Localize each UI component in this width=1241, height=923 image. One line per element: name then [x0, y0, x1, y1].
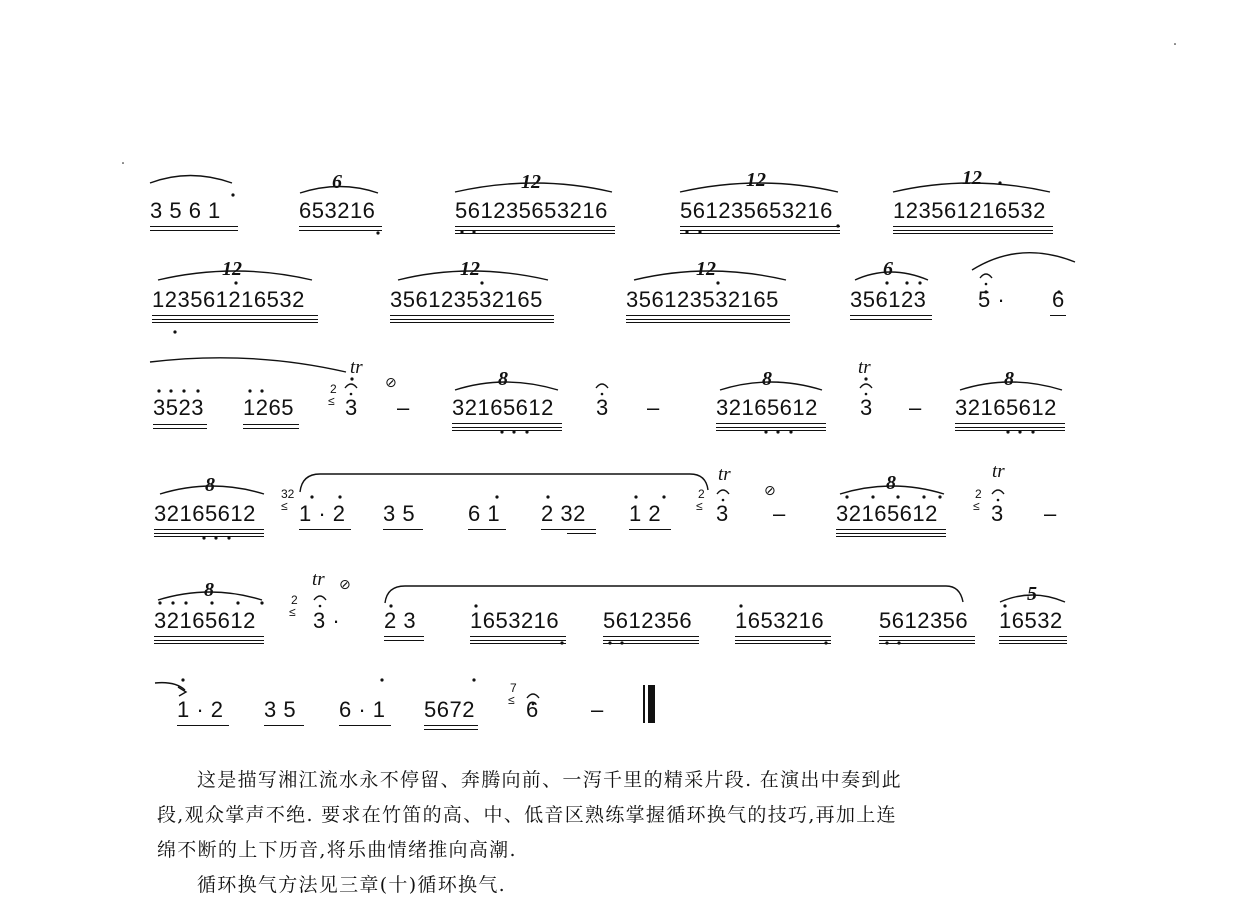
note-group: 3 5	[264, 697, 297, 722]
underline	[1050, 315, 1066, 316]
underline	[152, 315, 318, 316]
trill-mark: tr	[858, 357, 871, 378]
note-group: 561235653216	[455, 198, 608, 223]
grace-mark: ≤	[508, 693, 515, 707]
paragraph-line: 这是描写湘江流水永不停留、奔腾向前、一泻千里的精采片段. 在演出中奏到此	[197, 769, 902, 791]
note-group: 1 2	[629, 501, 662, 526]
slur	[300, 474, 708, 492]
note-group: 2 3	[384, 608, 417, 633]
note-group: 1 · 2	[177, 697, 224, 722]
underline	[955, 423, 1065, 424]
tuplet-number: 12	[696, 258, 716, 280]
note-group: 1265	[243, 395, 294, 420]
fermata	[992, 490, 1004, 494]
note-group: 123561216532	[152, 287, 305, 312]
note-group: 3	[596, 395, 609, 420]
underline	[850, 315, 932, 316]
note-group: 356123532165	[390, 287, 543, 312]
final-barline	[642, 685, 658, 725]
note-group: 32165612	[154, 501, 256, 526]
underline	[154, 529, 264, 530]
grace-mark: ≤	[328, 394, 335, 408]
note-group: 6 1	[468, 501, 501, 526]
note-group: 561235653216	[680, 198, 833, 223]
tuplet-number: 8	[886, 472, 896, 494]
fermata	[980, 274, 992, 278]
grace-note: 2	[291, 593, 298, 607]
paragraph-line: 循环换气方法见三章(十)循环换气.	[197, 874, 506, 896]
underline	[243, 424, 299, 425]
slur	[150, 358, 346, 372]
dash: –	[909, 395, 922, 420]
underline	[893, 226, 1053, 227]
underline	[603, 636, 699, 637]
note-group: 2 32	[541, 501, 586, 526]
tuplet-number: 12	[521, 171, 541, 193]
trill-mark: tr	[718, 464, 731, 485]
note-group: 3 5 6 1	[150, 198, 221, 223]
slur	[972, 253, 1075, 270]
tuplet-number: 12	[222, 258, 242, 280]
dash: –	[397, 395, 410, 420]
note-group: 3 5	[383, 501, 416, 526]
tuplet-number: 8	[762, 368, 772, 390]
note-group: 16532	[999, 608, 1063, 633]
slur	[150, 176, 232, 184]
underline	[383, 529, 423, 530]
note-group: 6	[526, 697, 539, 722]
tuplet-number: 5	[1027, 583, 1037, 605]
note-group: 32165612	[452, 395, 554, 420]
underline	[567, 533, 596, 534]
note-group: 356123532165	[626, 287, 779, 312]
underline	[626, 315, 790, 316]
underline	[716, 423, 826, 424]
grace-note: 2	[330, 382, 337, 396]
fermata	[596, 384, 608, 388]
underline	[153, 424, 207, 425]
tuplet-number: 6	[883, 258, 893, 280]
note-group: 32165612	[836, 501, 938, 526]
grace-mark: ≤	[973, 499, 980, 513]
underline	[455, 226, 615, 227]
underline	[470, 636, 566, 637]
note-group: 653216	[299, 198, 376, 223]
tuplet-number: 8	[204, 579, 214, 601]
underline	[999, 636, 1067, 637]
underline	[339, 725, 391, 726]
note-group: 32165612	[955, 395, 1057, 420]
underline	[177, 725, 229, 726]
breath-mark: ⊘	[764, 483, 776, 499]
grace-note: 2	[975, 487, 982, 501]
underline	[264, 725, 304, 726]
grace-note: 32	[281, 487, 295, 501]
tuplet-number: 8	[1004, 368, 1014, 390]
note-group: 32165612	[154, 608, 256, 633]
note-group: 3	[716, 501, 729, 526]
grace-mark: ≤	[281, 499, 288, 513]
underline	[299, 226, 382, 227]
note-group: 5612356	[603, 608, 693, 633]
note-group: 6 · 1	[339, 697, 386, 722]
trill-mark: tr	[312, 569, 325, 590]
fermata	[345, 384, 357, 388]
trill-mark: tr	[992, 461, 1005, 482]
underline	[735, 636, 831, 637]
note-group: 356123	[850, 287, 927, 312]
underline	[468, 529, 506, 530]
tuplet-number: 6	[332, 171, 342, 193]
dash: –	[647, 395, 660, 420]
grace-mark: ≤	[696, 499, 703, 513]
note-group: 5672	[424, 697, 475, 722]
underline	[154, 636, 264, 637]
fermata	[860, 384, 872, 388]
slur	[385, 586, 963, 603]
note-group: 3	[991, 501, 1004, 526]
underline	[150, 226, 238, 227]
underline	[452, 423, 562, 424]
underline	[299, 529, 351, 530]
note-group: 6	[1052, 287, 1065, 312]
dash: –	[773, 501, 786, 526]
paragraph-line: 绵不断的上下历音,将乐曲情绪推向高潮.	[157, 839, 517, 861]
note-group: 3	[860, 395, 873, 420]
grace-note: 7	[510, 681, 517, 695]
underline	[541, 529, 596, 530]
note-group: 3	[345, 395, 358, 420]
underline	[836, 529, 946, 530]
breath-mark: ⊘	[339, 577, 351, 593]
trill-mark: tr	[350, 357, 363, 378]
tuplet-number: 8	[498, 368, 508, 390]
note-group: 123561216532	[893, 198, 1046, 223]
note-group: 1653216	[470, 608, 560, 633]
grace-note: 2	[698, 487, 705, 501]
note-group: 5 ·	[978, 287, 1006, 312]
breath-mark: ⊘	[385, 375, 397, 391]
underline	[390, 315, 554, 316]
underline	[629, 529, 671, 530]
note-group: 1653216	[735, 608, 825, 633]
tuplet-number: 12	[962, 167, 982, 189]
tuplet-number: 8	[205, 474, 215, 496]
fermata	[717, 490, 729, 494]
underline	[680, 226, 840, 227]
tuplet-number: 12	[460, 258, 480, 280]
paragraph-line: 段,观众掌声不绝. 要求在竹笛的高、中、低音区熟练掌握循环换气的技巧,再加上连	[157, 804, 897, 826]
note-group: 3 ·	[313, 608, 341, 633]
underline	[384, 636, 424, 637]
underline	[879, 636, 975, 637]
fermata	[314, 596, 326, 600]
note-group: 5612356	[879, 608, 969, 633]
note-group: 3523	[153, 395, 204, 420]
grace-mark: ≤	[289, 605, 296, 619]
dash: –	[1044, 501, 1057, 526]
underline	[424, 725, 478, 726]
note-group: 32165612	[716, 395, 818, 420]
dash: –	[591, 697, 604, 722]
tuplet-number: 12	[746, 169, 766, 191]
note-group: 1 · 2	[299, 501, 346, 526]
